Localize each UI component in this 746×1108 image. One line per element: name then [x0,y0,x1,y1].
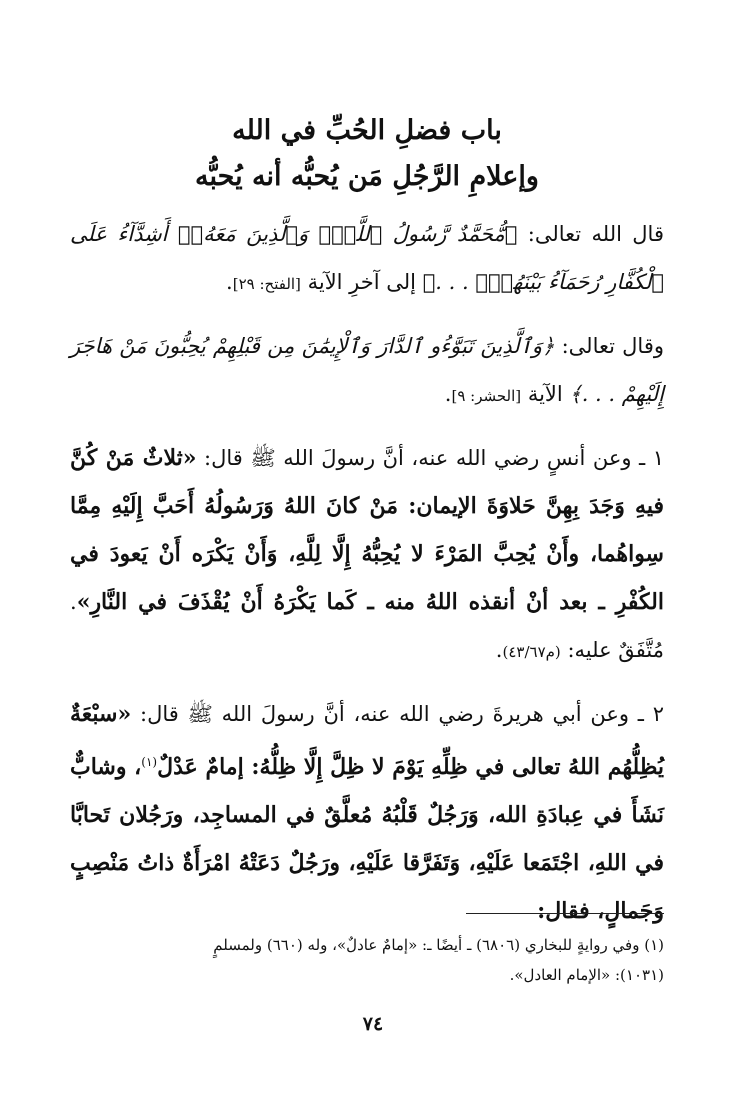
verse-paragraph-1 [70,210,664,308]
chapter-title-line-2: وإعلامِ الرَّجُلِ مَن يُحبُّه أنه يُحبُّه [195,161,539,192]
page-number: ٧٤ [362,1013,384,1035]
verse-end: . [226,270,233,294]
footnotes [70,930,664,990]
verse-reference: [الحشر: ٩] [451,387,522,405]
verse-intro: قال الله تعالى: [517,222,664,246]
hadith-reference: (م٤٣/٦٧) [502,643,561,661]
hadith-intro: ١ ـ وعن أنسٍ رضي الله عنه، أنَّ رسولَ الله ﷺ قال: [196,446,665,470]
quran-verse: ﴿وَٱلَّذِينَ تَبَوَّءُو ٱلدَّارَ وَٱلْإِيمَٰنَ مِن قَبْلِهِمْ يُحِبُّونَ مَنْ هَاجَرَ إِلَيْهِمْ . . .﴾ [70,334,664,406]
hadith-paragraph-1 [70,434,664,676]
hadith-text-continued: ، وشابٌّ نَشَأَ في عِبادَةِ الله، وَرَجُلٌ قَلْبُهُ مُعلَّقٌ في المساجِد، ورَجُلان تَحابَّا في اللهِ، اجْتَمَعا عَلَيْهِ، وَتَفَرَّقا عَلَيْهِ، ورَجُلٌ دَعَتْهُ امْرَأَةٌ ذاتُ مَنْصِبٍ وَجَمالٍ، فقال: [70,754,664,924]
verse-end: . [444,382,452,406]
verse-continuation: الآية [521,382,570,406]
footnote-marker: (١) [141,755,158,769]
verse-reference: [الفتح: ٢٩] [232,275,301,293]
hadith-text: «ثلاثٌ مَنْ كُنَّ فيهِ وَجَدَ بِهِنَّ حَلاوَةَ الإيمان: مَنْ كانَ اللهُ وَرَسُولُهُ أَحَبَّ إِلَيْهِ مِمَّا سِواهُما، وأَنْ يُحِبَّ المَرْءَ لا يُحِبُّهُ إِلَّا لِلَّهِ، وَأَنْ يَكْرَه أَنْ يَعودَ في الكُفْرِ ـ بعد أنْ أنقذه اللهُ منه ـ كَما يَكْرَهُ أَنْ يُقْذَفَ في النَّارِ» [70,445,664,615]
footnote-line: (١٠٣١): «الإمام العادل». [509,966,664,984]
hadith-paragraph-2 [70,690,664,935]
verse-continuation: إلى آخرِ الآية [300,270,423,294]
footnote-divider [466,913,664,914]
quran-verse: ﴿مُّحَمَّدٌ رَّسُولُ ٱللَّهِۚ وَٱلَّذِينَ مَعَهُۥٓ أَشِدَّآءُ عَلَى ٱلْكُفَّارِ رُحَمَآءُ بَيْنَهُمْۖ . . .﴾ [70,222,664,294]
chapter-title-line-1: باب فضلِ الحُبِّ في الله [232,115,502,146]
hadith-end: . [495,638,503,662]
verse-paragraph-2 [70,322,664,420]
verse-intro: وقال تعالى: [554,334,664,358]
hadith-text: «سبْعَةٌ يُظِلُّهُم اللهُ تعالى في ظِلِّهِ يَوْمَ لا ظِلَّ إِلَّا ظِلُّهُ: إمامٌ عَدْلٌ [70,701,664,780]
hadith-source: . مُتَّفَقٌ عليه: [70,590,664,662]
footnote-line: (١) وفي روايةٍ للبخاري (٦٨٠٦) ـ أيضًا ـ: «إمامٌ عادلٌ»، وله (٦٦٠) ولمسلمٍ [213,936,664,954]
hadith-intro: ٢ ـ وعن أبي هريرةَ رضي الله عنه، أنَّ رسولَ الله ﷺ قال: [131,702,664,726]
chapter-heading [70,108,664,200]
